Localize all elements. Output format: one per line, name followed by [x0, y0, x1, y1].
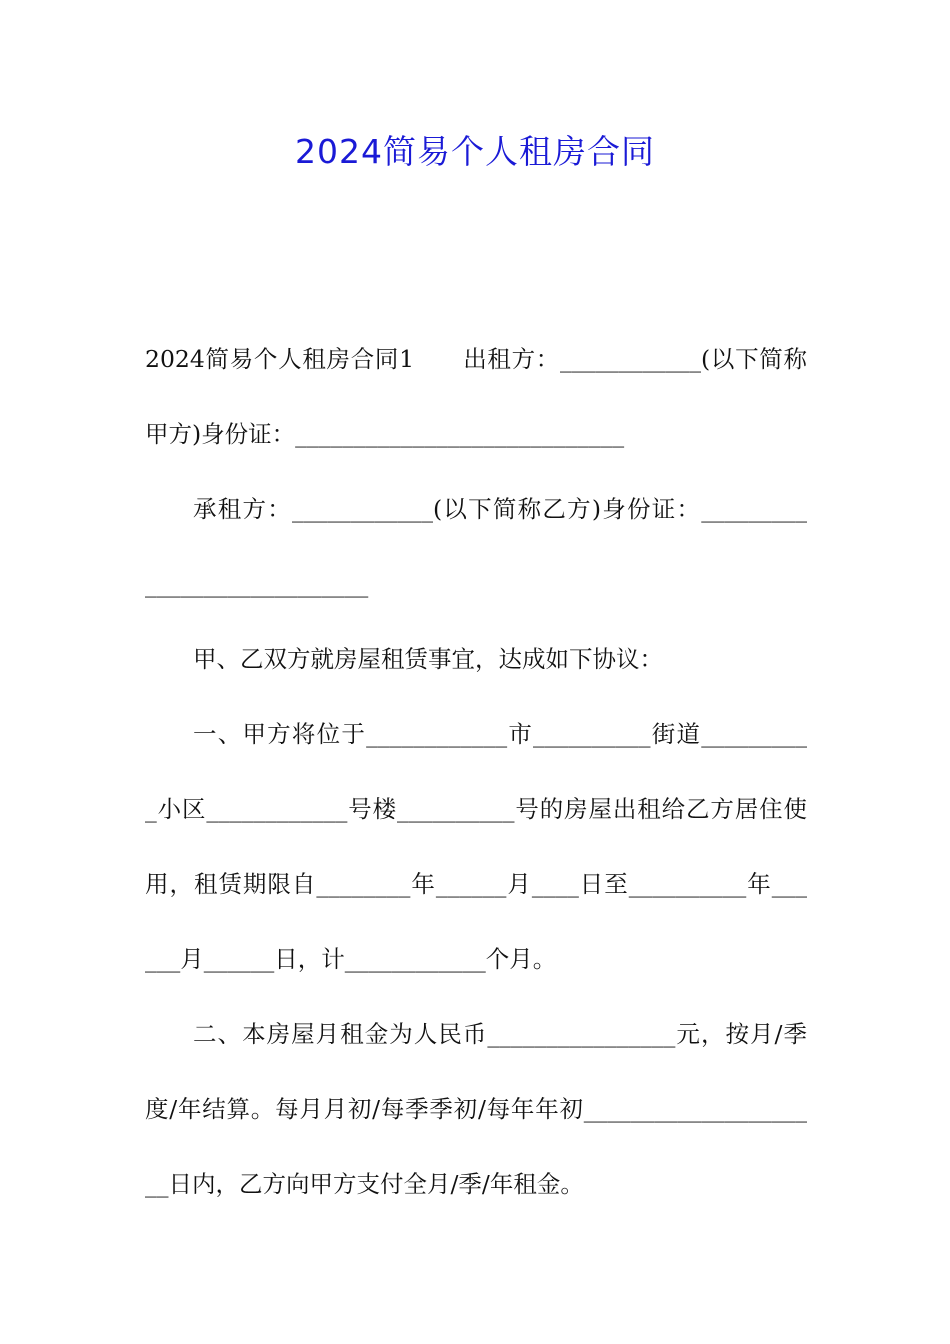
paragraph-line-1: 2024简易个人租房合同1 出租方：____________(以下简称	[145, 345, 807, 373]
paragraph-line-3: 承租方：____________(以下简称乙方)身份证：_________	[193, 495, 807, 523]
paragraph-line-5: 甲、乙双方就房屋租赁事宜，达成如下协议：	[193, 645, 663, 673]
paragraph-line-6: 一、甲方将位于____________市__________街道_________	[193, 720, 807, 748]
paragraph-line-4: ___________________	[145, 570, 369, 598]
paragraph-line-2: 甲方)身份证：____________________________	[145, 420, 625, 448]
paragraph-line-8: 用，租赁期限自________年______月____日至__________年___	[145, 870, 807, 898]
paragraph-line-10: 二、本房屋月租金为人民币________________元，按月/季	[193, 1020, 807, 1048]
document-title: 2024简易个人租房合同	[295, 132, 655, 171]
paragraph-line-9: ___月______日，计____________个月。	[145, 945, 557, 973]
paragraph-line-7: _小区____________号楼__________号的房屋出租给乙方居住使	[145, 795, 807, 823]
paragraph-line-12: __日内，乙方向甲方支付全月/季/年租金。	[145, 1170, 584, 1198]
paragraph-line-11: 度/年结算。每月月初/每季季初/每年年初___________________	[145, 1095, 807, 1123]
